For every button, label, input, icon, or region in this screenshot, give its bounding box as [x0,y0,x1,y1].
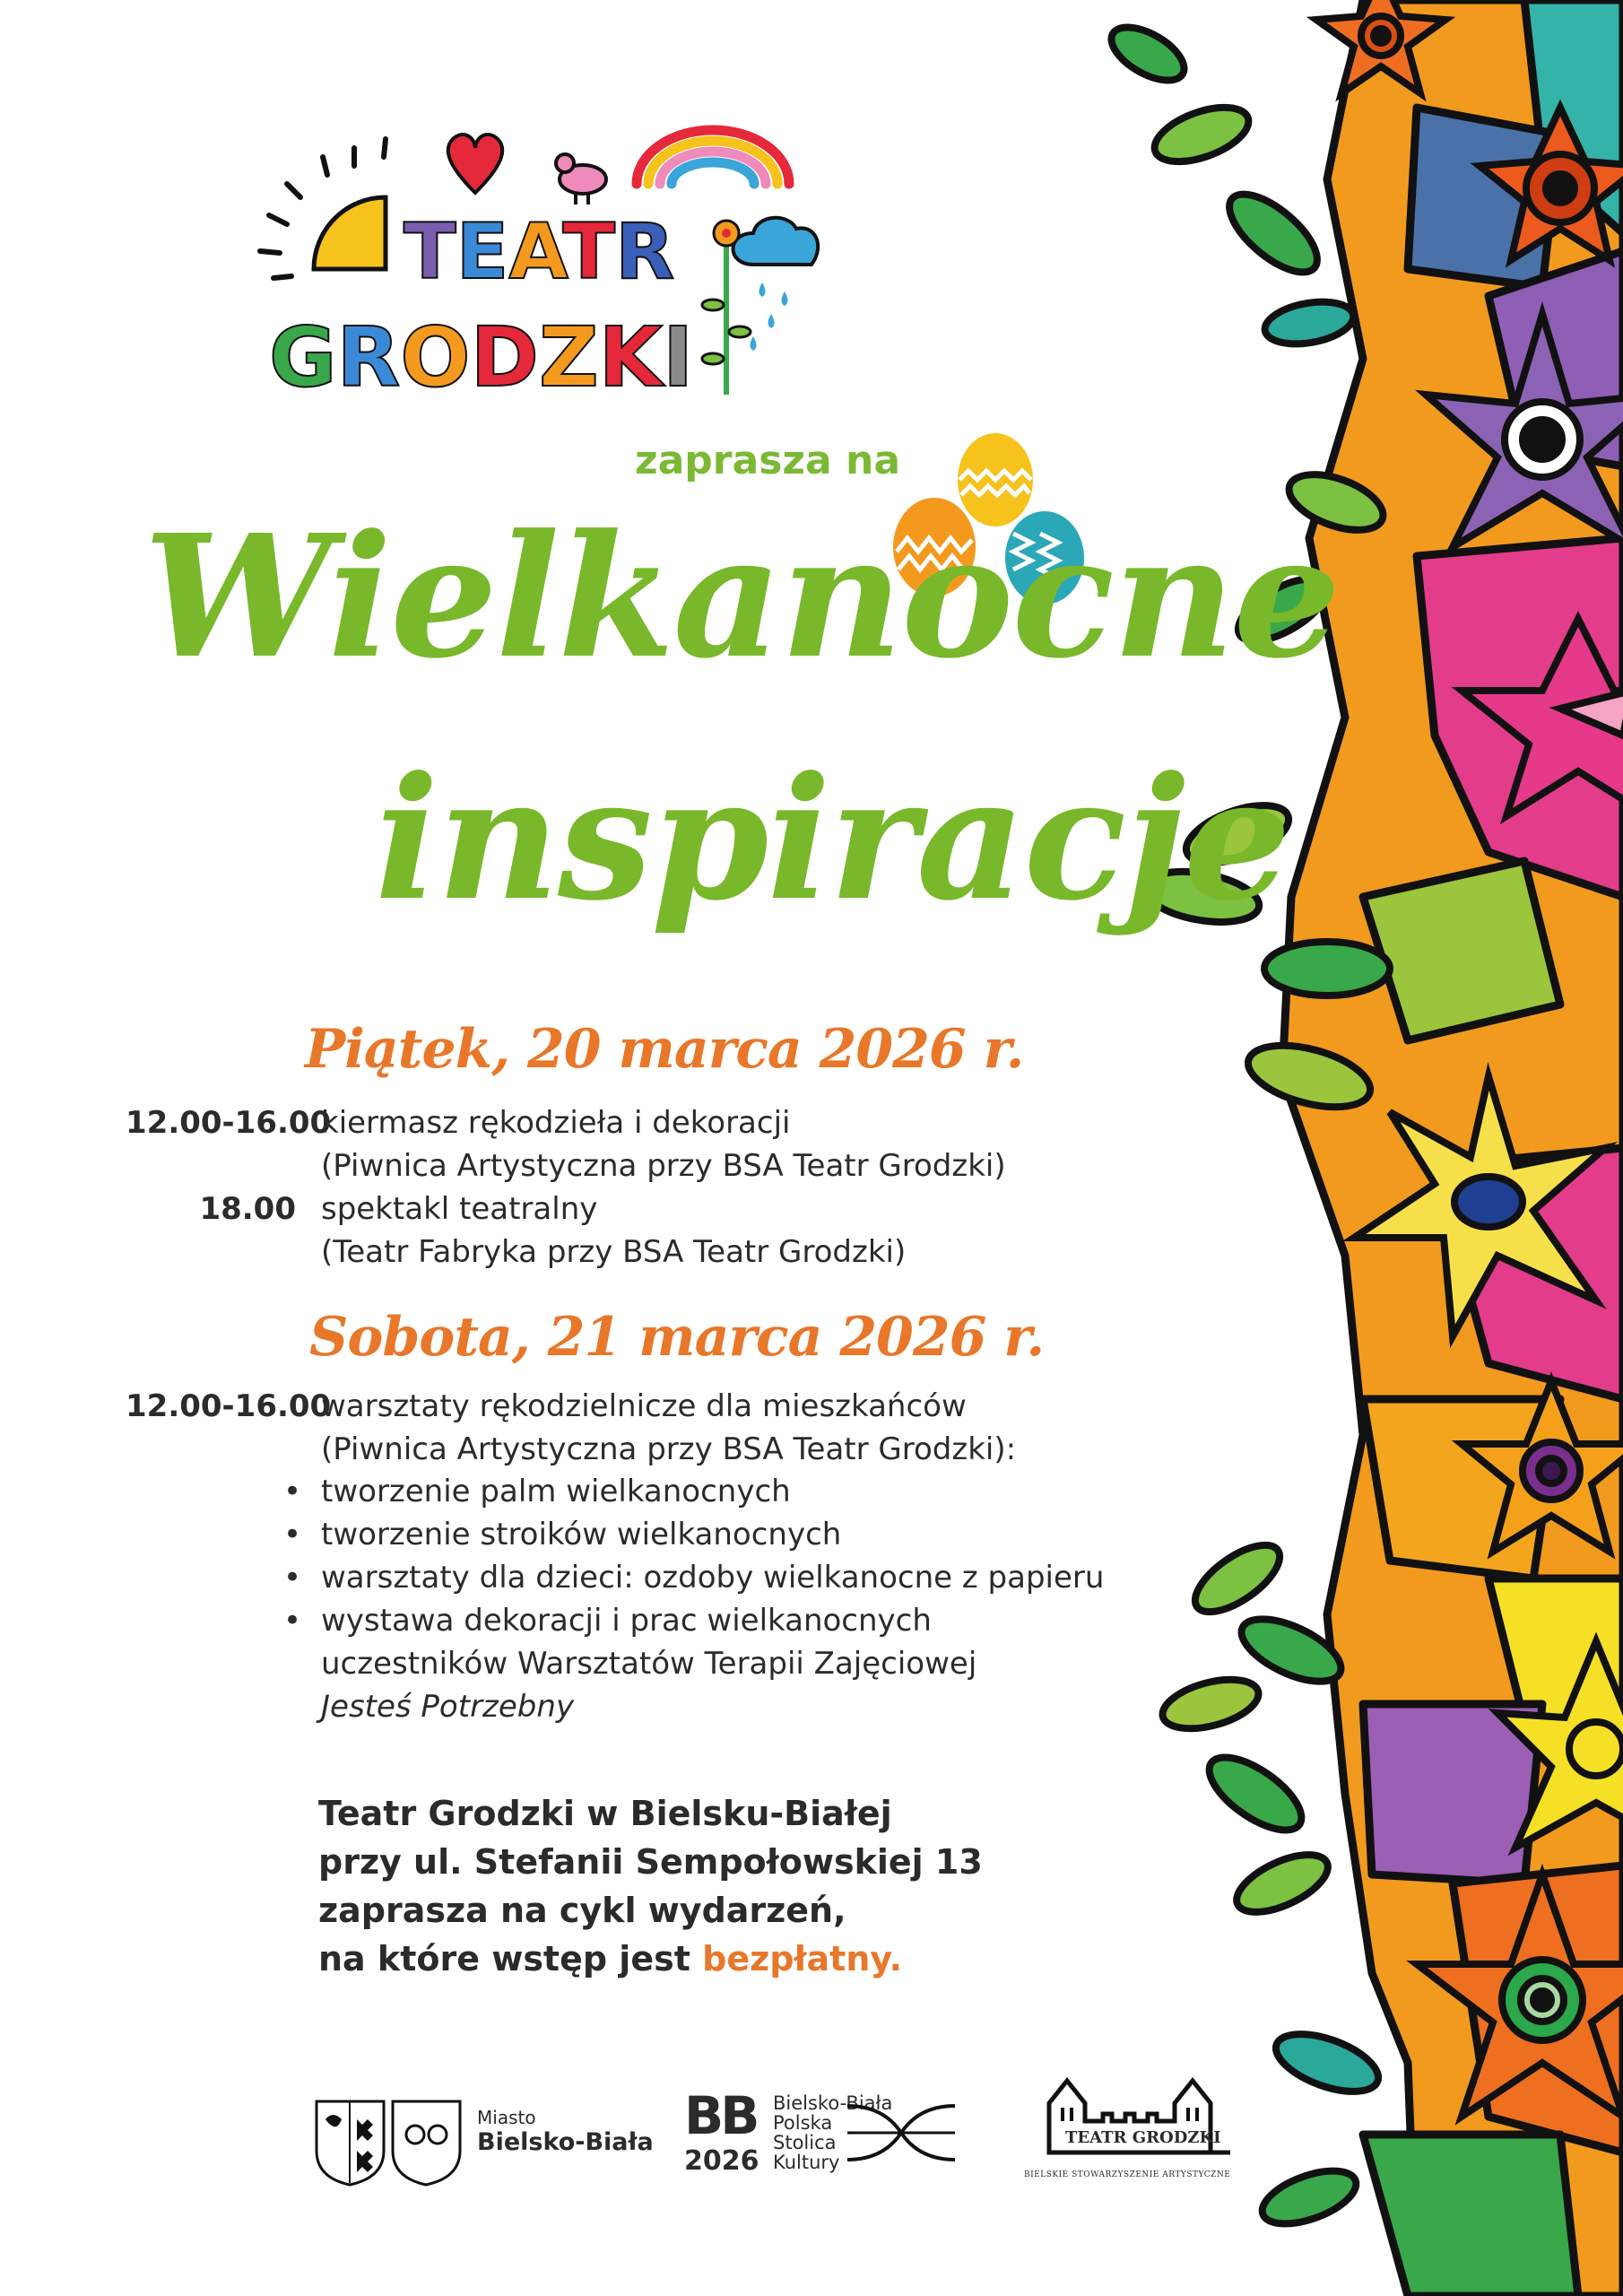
bullet-icon: • [283,1560,302,1596]
closing-line-3: zaprasza na cykl wydarzeń, [318,1891,846,1930]
event-location: (Piwnica Artystyczna przy BSA Teatr Grodzki) [321,1148,1006,1184]
teatr-grodzki-footer: BIELSKIE STOWARZYSZENIE ARTYSTYCZNE [1024,2170,1231,2179]
bird-icon [556,154,606,204]
free-entry-highlight: bezpłatny. [702,1939,903,1979]
teatr-grodzki-logo [251,99,897,404]
event-description: warsztaty rękodzielnicze dla mieszkańców [321,1388,967,1424]
event-description: spektakl teatralny [321,1191,598,1227]
list-item: wystawa dekoracji i prac wielkanocnych [321,1603,932,1639]
event-time: 18.00 [199,1191,296,1227]
city-label-small: Miasto [477,2107,536,2128]
bullet-icon: • [283,1474,302,1509]
closing-line-1: Teatr Grodzki w Bielsku-Białej [318,1794,892,1833]
svg-text:GRODZKI: GRODZKI [269,309,694,404]
bb-logo-line: Stolica [773,2132,837,2153]
city-coat-of-arms-icon [312,2097,464,2187]
rainbow-icon [637,130,789,184]
event-location: (Teatr Fabryka przy BSA Teatr Grodzki) [321,1234,907,1270]
heart-icon [448,135,502,193]
closing-line-4 [318,1939,902,1979]
bb-logo-letters: BB [684,2085,757,2146]
svg-text:TEATR: TEATR [404,207,675,297]
event-description: kiermasz rękodzieła i dekoracji [321,1105,791,1141]
event-location: (Piwnica Artystyczna przy BSA Teatr Grodzki): [321,1431,1017,1467]
list-item: tworzenie stroików wielkanocnych [321,1517,842,1552]
city-label-bold: Bielsko-Biała [477,2128,654,2156]
invite-text: zaprasza na [635,438,901,483]
title-line-1: Wielkanocne [143,498,1340,696]
title-line-2: inspiracje [375,740,1289,938]
bb-wave-icon [843,2097,959,2169]
bb-logo-line: Kultury [773,2152,840,2173]
list-item-continuation: uczestników Warsztatów Terapii Zajęciowej [321,1646,977,1682]
list-item-continuation-italic: Jesteś Potrzebny [321,1689,575,1725]
bb-logo-line: Polska [773,2112,833,2134]
bb-logo-year: 2026 [684,2145,759,2177]
day-2-heading: Sobota, 21 marca 2026 r. [309,1306,1045,1369]
list-item: warsztaty dla dzieci: ozdoby wielkanocne z papieru [321,1560,1105,1596]
list-item: tworzenie palm wielkanocnych [321,1474,791,1509]
bullet-icon: • [283,1603,302,1639]
bullet-icon: • [283,1517,302,1552]
teatr-grodzki-caption: TEATR GRODZKI [1065,2128,1221,2147]
closing-line-4-prefix: na które wstęp jest [318,1939,703,1979]
flower-border-illustration [986,0,1623,2296]
event-time: 12.00-16.00 [126,1105,332,1141]
closing-line-2: przy ul. Stefanii Sempołowskiej 13 [318,1842,983,1882]
teatr-grodzki-castle-logo [1040,2067,1239,2184]
event-time: 12.00-16.00 [126,1388,332,1424]
day-1-heading: Piątek, 20 marca 2026 r. [305,1018,1024,1081]
bb-logo-line: Bielsko-Biała [773,2092,893,2114]
sun-icon [260,139,386,278]
